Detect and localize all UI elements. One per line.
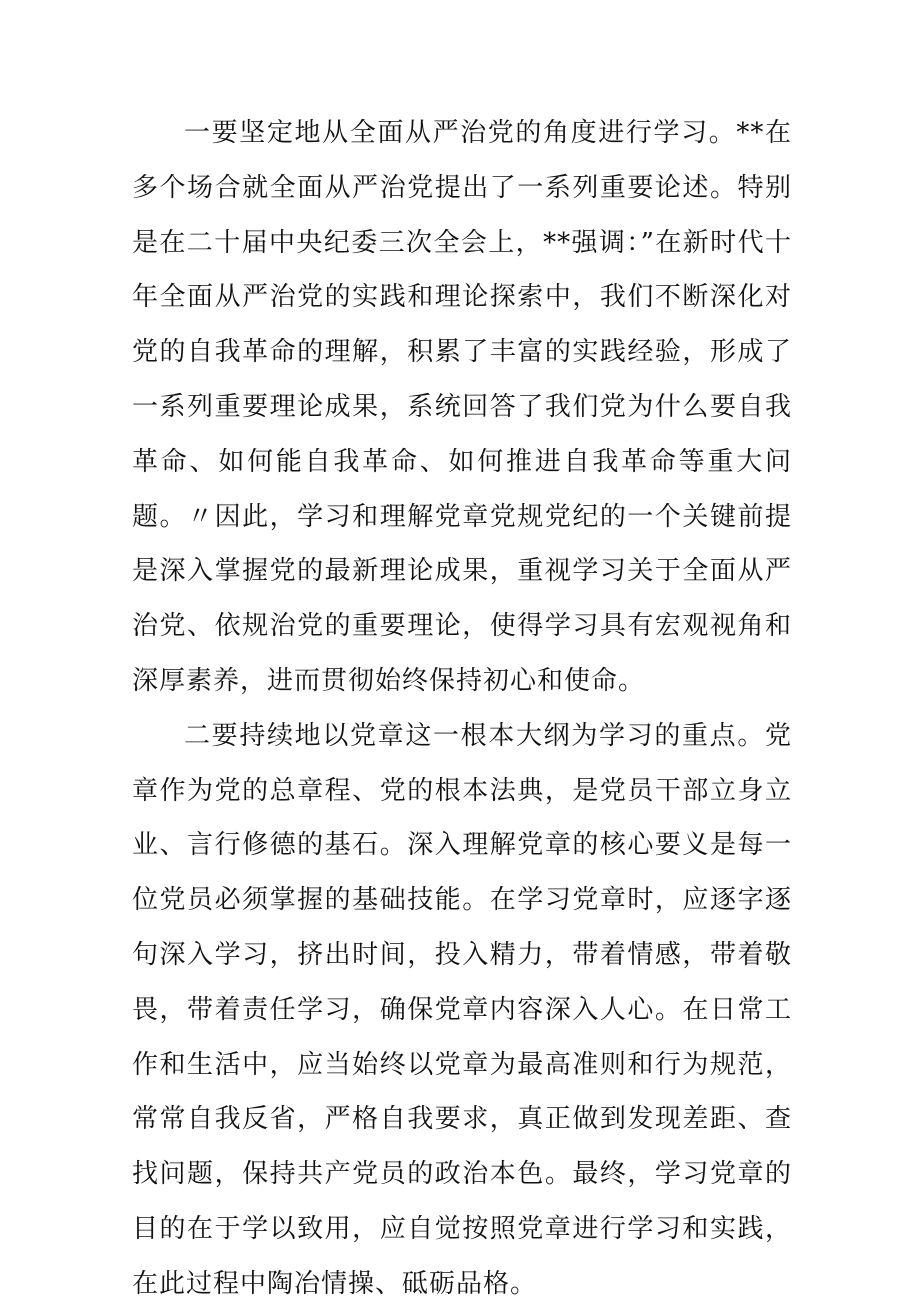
paragraph-2: 二要持续地以党章这一根本大纲为学习的重点。党章作为党的总章程、党的根本法典，是党员干部立身立业、言行修德的基石。深入理解党章的核心要义是每一位党员必须掌握的基础技能。在学习党章时，应逐字逐句深入学习，挤出时间，投入精力，带着情感，带着敬畏，带着责任学习，确保党章内容深入人心。在日常工作和生活中，应当始终以党章为最高准则和行为规范，常常自我反省，严格自我要求，真正做到发现差距、查找问题，保持共产党员的政治本色。最终，学习党章的目的在于学以致用，应自觉按照党章进行学习和实践，在此过程中陶冶情操、砥砺品格。 [132, 720, 792, 1299]
paragraph-1: 一要坚定地从全面从严治党的角度进行学习。**在多个场合就全面从严治党提出了一系列重要论述。特别是在二十届中央纪委三次全会上，**强调：”在新时代十年全面从严治党的实践和理论探索中，我们不断深化对党的自我革命的理解，积累了丰富的实践经验，形成了一系列重要理论成果，系统回答了我们党为什么要自我革命、如何能自我革命、如何推进自我革命等重大问题。〃因此，学习和理解党章党规党纪的一个关键前提是深入掌握党的最新理论成果，重视学习关于全面从严治党、依规治党的重要理论，使得学习具有宏观视角和深厚素养，进而贯彻始终保持初心和使命。 [132, 118, 792, 696]
document-body [132, 106, 792, 1312]
